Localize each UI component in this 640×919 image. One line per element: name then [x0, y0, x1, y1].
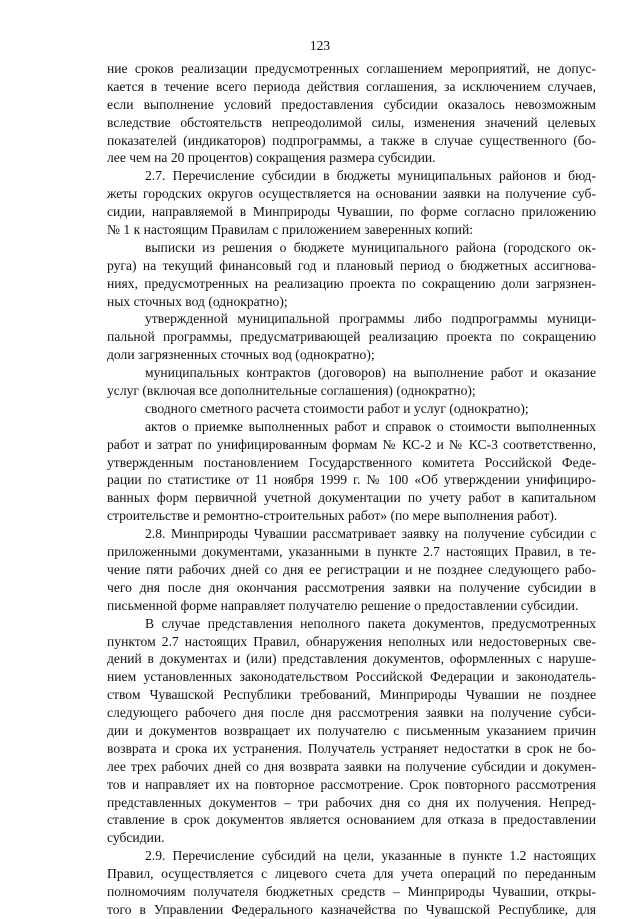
text-line: показателей (индикаторов) подпрограммы, а также в случае существенного (бо-	[107, 132, 596, 148]
text-line: если выполнение условий предоставления субсидии оказалось невозможным	[107, 96, 596, 112]
text-line: услуг (включая все дополнительные соглашения) (однократно);	[107, 383, 476, 399]
text-line: ством Чувашской Республики требований, Минприроды Чувашии не позднее	[107, 687, 596, 703]
page-number: 123	[309, 38, 331, 53]
text-line: муниципальных контрактов (договоров) на выполнение работ и оказание	[145, 365, 596, 381]
text-line: 2.8. Минприроды Чувашии рассматривает заявку на получение субсидии с	[145, 526, 596, 542]
text-line: актов о приемке выполненных работ и справок о стоимости выполненных	[145, 418, 596, 434]
text-line: утвержденным постановлением Государственного комитета Российской Феде-	[107, 454, 596, 470]
text-line: доли загрязненных сточных вод (однократно);	[107, 347, 375, 363]
text-line: следующего рабочего дня после дня рассмотрения заявки на получение субси-	[107, 705, 596, 721]
text-line: вследствие обстоятельств непреодолимой силы, изменения значений целевых	[107, 114, 596, 130]
text-line: субсидии.	[107, 830, 165, 846]
text-line: пальной программы, предусматривающей реализацию проекта по сокращению	[107, 329, 596, 345]
text-line: ванных форм первичной учетной документации по учету работ в капитальном	[107, 490, 596, 506]
text-line: кается в течение всего периода действия соглашения, за исключением случаев,	[107, 78, 596, 94]
text-line: полномочиям получателя бюджетных средств – Минприроды Чувашии, откры-	[107, 883, 596, 899]
text-line: ние сроков реализации предусмотренных соглашением мероприятий, не допус-	[107, 61, 596, 76]
text-line: № 1 к настоящим Правилам с приложением заверенных копий:	[107, 222, 474, 238]
text-line: сидии, направляемой в Минприроды Чувашии, по форме согласно приложению	[107, 204, 596, 220]
text-line: В случае представления неполного пакета документов, предусмотренных	[145, 615, 596, 631]
text-line: приложенными документами, указанными в пункте 2.7 настоящих Правил, в те-	[107, 544, 596, 560]
text-line: руга) на текущий финансовый год и плановый период о бюджетных ассигнова-	[107, 257, 596, 273]
text-line: лее трех рабочих дней со дня возврата заявки на получение субсидии и докумен-	[107, 758, 596, 774]
text-line: выписки из решения о бюджете муниципального района (городского ок-	[145, 239, 596, 255]
text-line: нием установленных законодательством Российской Федерации и законодатель-	[107, 669, 596, 685]
text-line: сводного сметного расчета стоимости работ и услуг (однократно);	[145, 400, 529, 416]
text-line: письменной форме направляет получателю решение о предоставлении субсидии.	[107, 597, 579, 613]
text-line: работ и затрат по унифицированным формам № КС-2 и № КС-3 соответственно,	[107, 436, 596, 452]
text-line: чего дня после дня окончания рассмотрения заявки на получение субсидии в	[107, 579, 596, 595]
text-line: чение пяти рабочих дней со дня ее регистрации и не позднее следующего рабо-	[107, 561, 596, 577]
text-line: лее чем на 20 процентов) сокращения размера субсидии.	[107, 150, 436, 166]
text-line: строительстве и ремонтно-строительных работ» (по мере выполнения работ).	[107, 508, 558, 524]
text-line: Правил, осуществляется с лицевого счета для учета операций по переданным	[107, 866, 596, 882]
text-line: дии и документов возвращает их получателю с письменным указанием причин	[107, 722, 596, 738]
text-line: того в Управлении Федерального казначейства по Чувашской Республике, для	[107, 901, 596, 917]
text-line: возврата и срока их устранения. Получатель устраняет недостатки в срок не бо-	[107, 740, 596, 756]
text-line: ставление в срок документов является основанием для отказа в предоставлении	[107, 812, 596, 828]
text-line: дений в документах и (или) представления документов, оформленных с наруше-	[107, 651, 596, 667]
text-line: пунктом 2.7 настоящих Правил, обнаружения неполных или недостоверных све-	[107, 633, 596, 649]
body-text	[107, 60, 596, 919]
text-line: ных сточных вод (однократно);	[107, 293, 288, 309]
text-line: ниях, предусмотренных на реализацию проекта по сокращению доли загрязнен-	[107, 275, 596, 291]
text-line: 2.9. Перечисление субсидий на цели, указанные в пункте 1.2 настоящих	[145, 848, 596, 864]
text-line: утвержденной муниципальной программы либо подпрограммы муници-	[145, 311, 596, 327]
text-line: рации по статистике от 11 ноября 1999 г. № 100 «Об утверждении унифициро-	[107, 472, 596, 488]
text-line: представленных документов – три рабочих дня со дня их получения. Непред-	[107, 794, 596, 810]
text-line: жеты городских округов осуществляется на основании заявки на получение суб-	[107, 186, 596, 202]
text-line: 2.7. Перечисление субсидии в бюджеты муниципальных районов и бюд-	[145, 168, 596, 184]
text-line: тов и направляет их на повторное рассмотрение. Срок повторного рассмотрения	[107, 776, 596, 792]
